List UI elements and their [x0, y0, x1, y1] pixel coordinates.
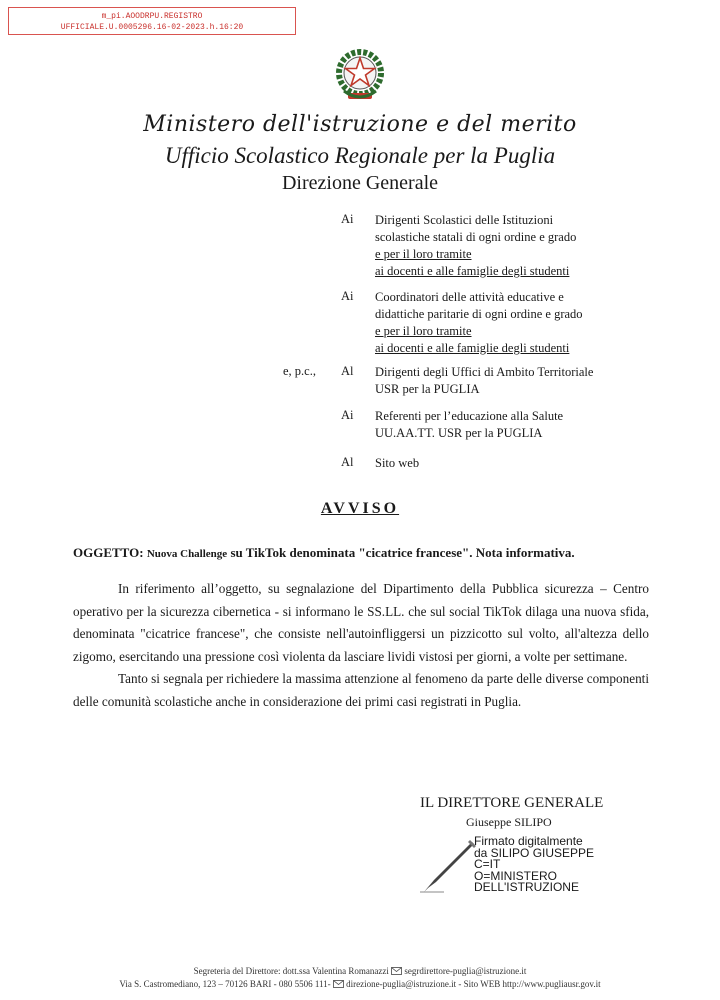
recipient-line: UU.AA.TT. USR per la PUGLIA [375, 426, 543, 440]
recipient-line: Dirigenti Scolastici delle Istituzioni [375, 213, 554, 227]
recipient-preposition: Ai [341, 289, 354, 303]
signature-title: IL DIRETTORE GENERALE [420, 795, 604, 811]
footer-address: Via S. Castromediano, 123 – 70126 BARI - 080 5506 111- [119, 979, 331, 989]
recipient-preposition: Al [341, 455, 354, 469]
subject-line [73, 545, 575, 561]
recipient-line: USR per la PUGLIA [375, 382, 480, 396]
digital-signature-line: da SILIPO GIUSEPPE [474, 845, 595, 860]
recipient-lines [375, 289, 583, 357]
subject-label: OGGETTO: [73, 545, 144, 560]
body-paragraph: In riferimento all’oggetto, su segnalazione del Dipartimento della Pubblica sicurezza – Centro operativo per la sicurezza cibernetica - si informano le SS.LL. che sul social TikTok dilaga una nuova sfida, denominata "cicatrice francese", che consiste nell'autoinfliggersi un pizzicotto sul volto, all'altezza dello zigomo, esercitando una pressione così violenta da lasciare lividi vistosi per giorni, a volte per settimane. [73, 581, 649, 664]
recipient-lines [375, 364, 593, 398]
signature-name: Giuseppe SILIPO [466, 815, 552, 829]
footer-line-1 [0, 966, 720, 976]
footer-secretary-email[interactable]: segrdirettore-puglia@istruzione.it [404, 966, 527, 976]
recipient-preposition: Ai [341, 212, 354, 226]
italian-republic-emblem-icon [334, 47, 386, 105]
footer-contacts[interactable]: direzione-puglia@istruzione.it - Sito WEB http://www.pugliausr.gov.it [346, 979, 601, 989]
digital-signature [474, 836, 594, 894]
recipient-line: didattiche paritarie di ogni ordine e grado [375, 307, 583, 321]
notice-title: AVVISO [320, 500, 400, 517]
recipient-line: Coordinatori delle attività educative e [375, 290, 564, 304]
recipient-line: ai docenti e alle famiglie degli studenti [375, 341, 570, 355]
recipient-line: ai docenti e alle famiglie degli studenti [375, 264, 570, 278]
subject-part-1: Nuova Challenge [146, 548, 228, 560]
recipient-lines [375, 212, 576, 280]
recipient-cc: e, p.c., [283, 364, 316, 378]
notice-body [73, 578, 649, 713]
digital-signature-line: Firmato digitalmente [474, 834, 583, 848]
recipient-lines [375, 455, 419, 472]
recipient-lines [375, 408, 563, 442]
recipient-line: e per il loro tramite [375, 324, 472, 338]
envelope-icon [391, 967, 402, 975]
recipient-line: Sito web [375, 456, 420, 470]
footer-secretary: Segreteria del Direttore: dott.ssa Valentina Romanazzi [193, 966, 389, 976]
protocol-stamp [8, 7, 296, 35]
recipient-line: e per il loro tramite [375, 247, 472, 261]
body-paragraph: Tanto si segnala per richiedere la massima attenzione al fenomeno da parte delle diverse componenti delle comunità scolastiche anche in considerazione dei primi casi registrati in Puglia. [73, 671, 649, 709]
recipient-preposition: Al [341, 364, 354, 378]
recipient-line: Dirigenti degli Uffici di Ambito Territoriale [375, 365, 594, 379]
recipient-preposition: Ai [341, 408, 354, 422]
footer-line-2 [0, 979, 720, 989]
regional-office-name: Ufficio Scolastico Regionale per la Puglia [164, 143, 556, 168]
protocol-line-1: m_pi.AOODRPU.REGISTRO [101, 12, 203, 21]
digital-signature-line: DELL'ISTRUZIONE [474, 880, 579, 894]
protocol-line-2: UFFICIALE.U.0005296.16-02-2023.h.16:20 [60, 23, 244, 32]
recipient-line: scolastiche statali di ogni ordine e grado [375, 230, 577, 244]
digital-signature-line: O=MINISTERO [474, 868, 558, 883]
direction-name: Direzione Generale [281, 172, 438, 194]
fountain-pen-icon [414, 838, 478, 894]
digital-signature-line: C=IT [474, 857, 501, 871]
subject-part-2: su TikTok denominata "cicatrice francese". Nota informativa. [230, 545, 575, 560]
envelope-icon [333, 980, 344, 988]
ministry-name: Ministero dell'istruzione e del merito [143, 112, 577, 137]
recipient-line: Referenti per l’educazione alla Salute [375, 409, 564, 423]
